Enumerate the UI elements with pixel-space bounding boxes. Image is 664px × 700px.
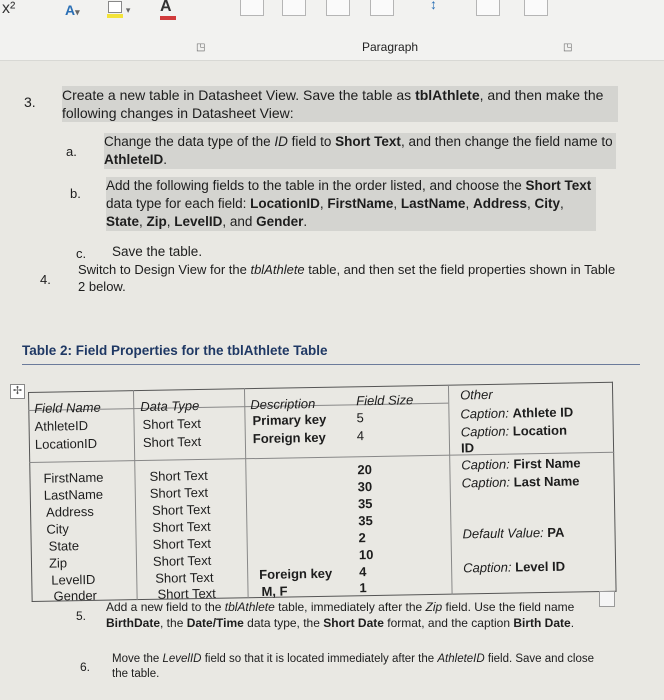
header-field-size: Field Size: [356, 392, 414, 409]
table-cell-size: 4: [359, 564, 367, 580]
step-4-text: Switch to Design View for the tblAthlete table, and then set the field properties shown in Table 2 below.: [78, 262, 616, 294]
table-cell-field: Address: [45, 503, 94, 520]
superscript-button[interactable]: x²: [2, 0, 16, 17]
table-cell-type: Short Text: [152, 518, 211, 535]
paragraph-dialog-launcher-icon[interactable]: ◳: [563, 42, 573, 53]
table-cell-size: 35: [357, 496, 373, 512]
field-properties-table: [28, 382, 617, 602]
step-3-text: Create a new table in Datasheet View. Save the table as tblAthlete, and then make the following changes in Datasheet View:: [62, 86, 618, 122]
table-cell-field: State: [48, 538, 80, 554]
highlight-color-icon[interactable]: ▾: [108, 0, 130, 16]
table-cell-type: Short Text: [142, 415, 202, 433]
table-cell-field: Gender: [53, 587, 98, 604]
table-cell-size: 4: [356, 428, 365, 444]
step-3b-text: Add the following fields to the table in the order listed, and choose the Short Text data type for each field: LocationID, FirstName, LastName, Address, City, State, Zip, LevelID, and Gender.: [106, 177, 596, 231]
shading-icon[interactable]: [476, 0, 500, 16]
paragraph-group-label: Paragraph: [362, 40, 419, 54]
step-3c-letter: c.: [76, 246, 87, 261]
table-cell-other: Default Value: PA: [462, 524, 565, 542]
justify-icon[interactable]: [370, 0, 394, 16]
col-divider-1: [133, 390, 138, 600]
header-description: Description: [250, 395, 316, 413]
table-cell-type: Short Text: [149, 484, 209, 501]
table-cell-size: 1: [359, 580, 367, 596]
table-cell-other: Caption: Athlete ID: [460, 404, 574, 422]
step-3c-text: Save the table.: [112, 244, 203, 259]
table-cell-desc: Foreign key: [252, 429, 326, 447]
step-5-text: Add a new field to the tblAthlete table, immediately after the Zip field. Use the field name BirthDate, the Date/Time data type, the Short Date format, and the caption Birth Date.: [106, 600, 575, 630]
table-cell-size: 2: [358, 530, 366, 546]
table-cell-field: Zip: [48, 555, 68, 571]
step-4-number: 4.: [40, 272, 51, 287]
title-rule: [22, 364, 640, 365]
col-divider-3: [448, 385, 453, 595]
table-cell-desc: Foreign key: [259, 565, 333, 582]
table-cell-size: 10: [358, 546, 374, 563]
step-3-number: 3.: [24, 94, 36, 110]
line-spacing-icon[interactable]: ↕: [430, 0, 437, 12]
step-6-text: Move the LevelID field so that it is located immediately after the AthleteID field. Save and close the table.: [112, 653, 595, 680]
table-cell-size: 35: [358, 513, 373, 529]
table-cell-type: Short Text: [151, 501, 211, 518]
table-cell-field: City: [46, 521, 69, 537]
table-cell-field: AthleteID: [34, 417, 89, 434]
table-cell-type: Short Text: [155, 569, 214, 586]
step-3a-text: Change the data type of the ID field to Short Text, and then change the field name to AthleteID.: [104, 133, 616, 169]
step-3b-letter: b.: [70, 186, 81, 201]
header-other: Other: [459, 386, 493, 403]
header-field-name: Field Name: [34, 399, 101, 416]
align-right-icon[interactable]: [326, 0, 350, 16]
table-border-right: [612, 382, 617, 592]
align-left-icon[interactable]: [240, 0, 264, 16]
table-cell-type: Short Text: [142, 433, 202, 451]
table-cell-size: 20: [357, 462, 373, 478]
table-cell-type: Short Text: [152, 552, 212, 569]
header-data-type: Data Type: [140, 398, 200, 415]
step-5-number: 5.: [76, 609, 87, 623]
table-cell-desc: Primary key: [252, 411, 327, 429]
table-cell-desc: M, F: [261, 583, 288, 599]
table-cell-other: Caption: Level ID: [463, 558, 566, 576]
table-cell-size: 5: [356, 410, 364, 426]
ribbon-toolbar: [0, 0, 664, 61]
table-cell-type: Short Text: [149, 467, 208, 484]
font-dialog-launcher-icon[interactable]: ◳: [196, 42, 206, 53]
table-cell-field: FirstName: [43, 469, 104, 486]
text-effects-icon[interactable]: A▾: [65, 2, 80, 18]
step-3a-letter: a.: [66, 144, 77, 159]
align-center-icon[interactable]: [282, 0, 306, 16]
step-6-number: 6.: [80, 660, 91, 674]
table-cell-type: Short Text: [152, 535, 212, 552]
table-cell-field: LevelID: [51, 571, 96, 588]
table-cell-other: Caption: Last Name: [461, 473, 580, 491]
table-cell-size: 30: [357, 479, 373, 495]
checkbox[interactable]: [599, 591, 615, 607]
table-cell-other: Caption: First Name: [461, 455, 581, 473]
col-divider-2: [244, 388, 249, 598]
table-border-left: [28, 392, 33, 602]
table-border-top: [28, 382, 613, 393]
table-cell-field: LocationID: [34, 435, 98, 452]
table-cell-field: LastName: [43, 486, 104, 503]
table-title: Table 2: Field Properties for the tblAthlete Table: [22, 343, 328, 358]
table-cell-type: Short Text: [157, 585, 216, 602]
borders-icon[interactable]: [524, 0, 548, 16]
table-move-handle-icon[interactable]: ✢: [10, 384, 25, 399]
font-color-icon[interactable]: A: [160, 0, 172, 16]
table-cell-other: Caption: Location ID: [460, 422, 568, 456]
